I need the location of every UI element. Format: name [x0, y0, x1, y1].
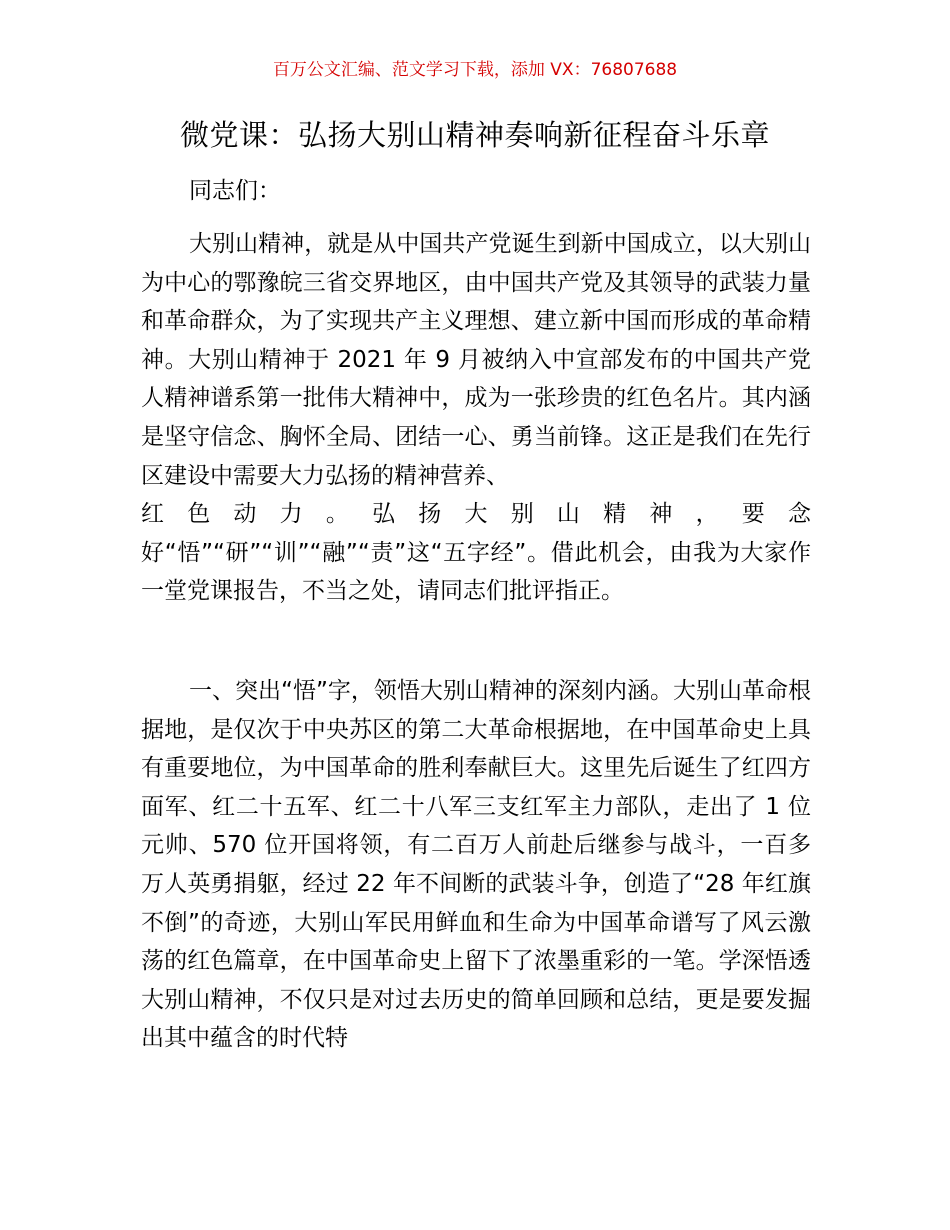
- paragraph-1-spread-line: 红色动力。弘扬大别山精神，要念: [141, 501, 811, 528]
- header-banner: 百万公文汇编、范文学习下载，添加 VX：76807688: [272, 60, 678, 80]
- paragraph-1: [141, 225, 811, 611]
- greeting: 同志们：: [189, 178, 281, 204]
- paragraph-1-tail: 好“悟”“研”“训”“融”“责”这“五字经”。借此机会，由我为大家作一堂党课报告，不当之处，请同志们批评指正。: [141, 539, 811, 605]
- paragraph-2: 一、突出“悟”字，领悟大别山精神的深刻内涵。大别山革命根据地，是仅次于中央苏区的第二大革命根据地，在中国革命史上具有重要地位，为中国革命的胜利奉献巨大。这里先后诞生了红四方面军、红二十五军、红二十八军三支红军主力部队，走出了 1 位元帅、570 位开国将领，有二百万人前赴后继参与战斗，一百多万人英勇捐躯，经过 22 年不间断的武装斗争，创造了“28 年红旗不倒”的奇迹，大别山军民用鲜血和生命为中国革命谱写了风云激荡的红色篇章，在中国革命史上留下了浓墨重彩的一笔。学深悟透大别山精神，不仅只是对过去历史的简单回顾和总结，更是要发掘出其中蕴含的时代特: [141, 678, 811, 1052]
- paragraph-1-lead: 大别山精神，就是从中国共产党诞生到新中国成立，以大别山为中心的鄂豫皖三省交界地区，由中国共产党及其领导的武装力量和革命群众，为了实现共产主义理想、建立新中国而形成的革命精神。大别山精神于 2021 年 9 月被纳入中宣部发布的中国共产党人精神谱系第一批伟大精神中，成为一张珍贵的红色名片。其内涵是坚守信念、胸怀全局、团结一心、勇当前锋。这正是我们在先行区建设中需要大力弘扬的精神营养、: [141, 231, 811, 489]
- document-title: 微党课：弘扬大别山精神奏响新征程奋斗乐章: [179, 118, 770, 152]
